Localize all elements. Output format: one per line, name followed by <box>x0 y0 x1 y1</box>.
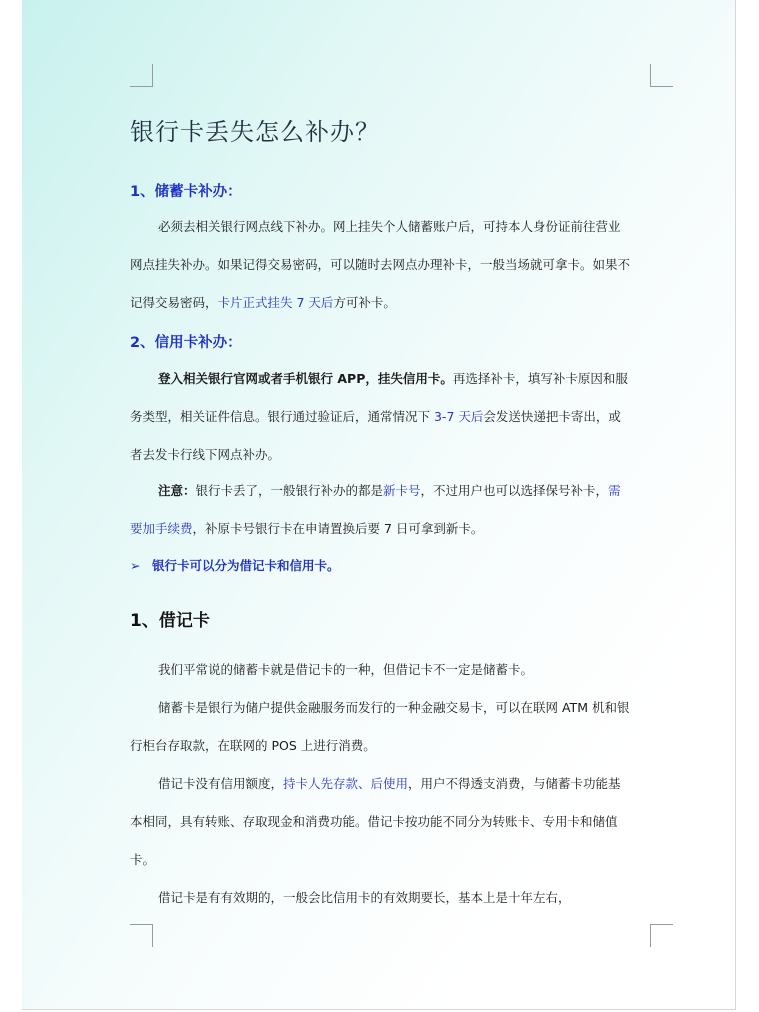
text-span: 方可补卡。 <box>333 295 396 310</box>
text-span: 必须去相关银行网点线下补办。网上挂失个人储蓄账户后，可持本人身份证前往营业网点挂失补办。如果记得交易密码，可以随时去网点办理补卡，一般当场就可拿卡。如果不记得交易密码， <box>130 219 631 310</box>
bullet-card-types <box>130 556 340 574</box>
text-span: ，用户不得透支消费，与储蓄卡功能基本相同，具有转账、存取现金和消费功能。借记卡按功能不同分为转账卡、专用卡和储值卡。 <box>130 776 621 867</box>
highlight-deposit-first: 持卡人先存款、后使用 <box>283 776 409 791</box>
highlight-7-days: 卡片正式挂失 7 天后 <box>217 295 334 310</box>
text-span: 再选择补卡，填写补卡原因和服务类型，相关证件信息。银行通过验证后，通常情况下 <box>130 371 628 424</box>
section-heading-credit-replacement: 2、信用卡补办： <box>130 335 242 351</box>
paragraph-savings-card: 储蓄卡是银行为储户提供金融服务而发行的一种金融交易卡，可以在联网 ATM 机和银行柜台存取款，在联网的 POS 上进行消费。 <box>130 700 630 753</box>
paragraph-note <box>130 472 630 548</box>
paragraph-credit-replacement <box>130 360 630 474</box>
paragraph-debit-features <box>130 765 630 879</box>
highlight-fee: 需要加手续费 <box>130 483 621 536</box>
paragraph-debit-validity: 借记卡是有有效期的，一般会比信用卡的有效期要长，基本上是十年左右， <box>158 890 571 905</box>
crop-mark-bottom-left <box>130 924 153 947</box>
highlight-new-card-number: 新卡号 <box>383 483 421 498</box>
bold-text: 登入相关银行官网或者手机银行 APP，挂失信用卡。 <box>158 371 453 386</box>
highlight-3-7-days: 3-7 天后 <box>433 409 484 424</box>
crop-mark-bottom-right <box>650 924 673 947</box>
text-span: ，补原卡号银行卡在申请置换后要 7 日可拿到新卡。 <box>192 521 484 536</box>
note-label: 注意： <box>158 483 196 498</box>
paragraph-debit-intro: 我们平常说的储蓄卡就是借记卡的一种，但借记卡不一定是储蓄卡。 <box>158 662 534 677</box>
paragraph-debit-replacement <box>130 208 630 322</box>
section-heading-debit-replacement: 1、储蓄卡补办： <box>130 184 242 200</box>
text-span: 借记卡没有信用额度， <box>158 776 284 791</box>
page-title: 银行卡丢失怎么补办？ <box>130 118 380 146</box>
text-span: 会发送快递把卡寄出，或者去发卡行线下网点补办。 <box>130 409 621 462</box>
crop-mark-top-right <box>650 64 673 87</box>
arrow-bullet-icon: ➢ <box>130 558 141 573</box>
text-span: 银行卡丢了，一般银行补办的都是 <box>195 483 384 498</box>
crop-mark-top-left <box>130 64 153 87</box>
bullet-text: 银行卡可以分为借记卡和信用卡。 <box>152 558 340 573</box>
section-heading-debit-card: 1、借记卡 <box>130 611 210 631</box>
text-span: ，不过用户也可以选择保号补卡， <box>420 483 609 498</box>
